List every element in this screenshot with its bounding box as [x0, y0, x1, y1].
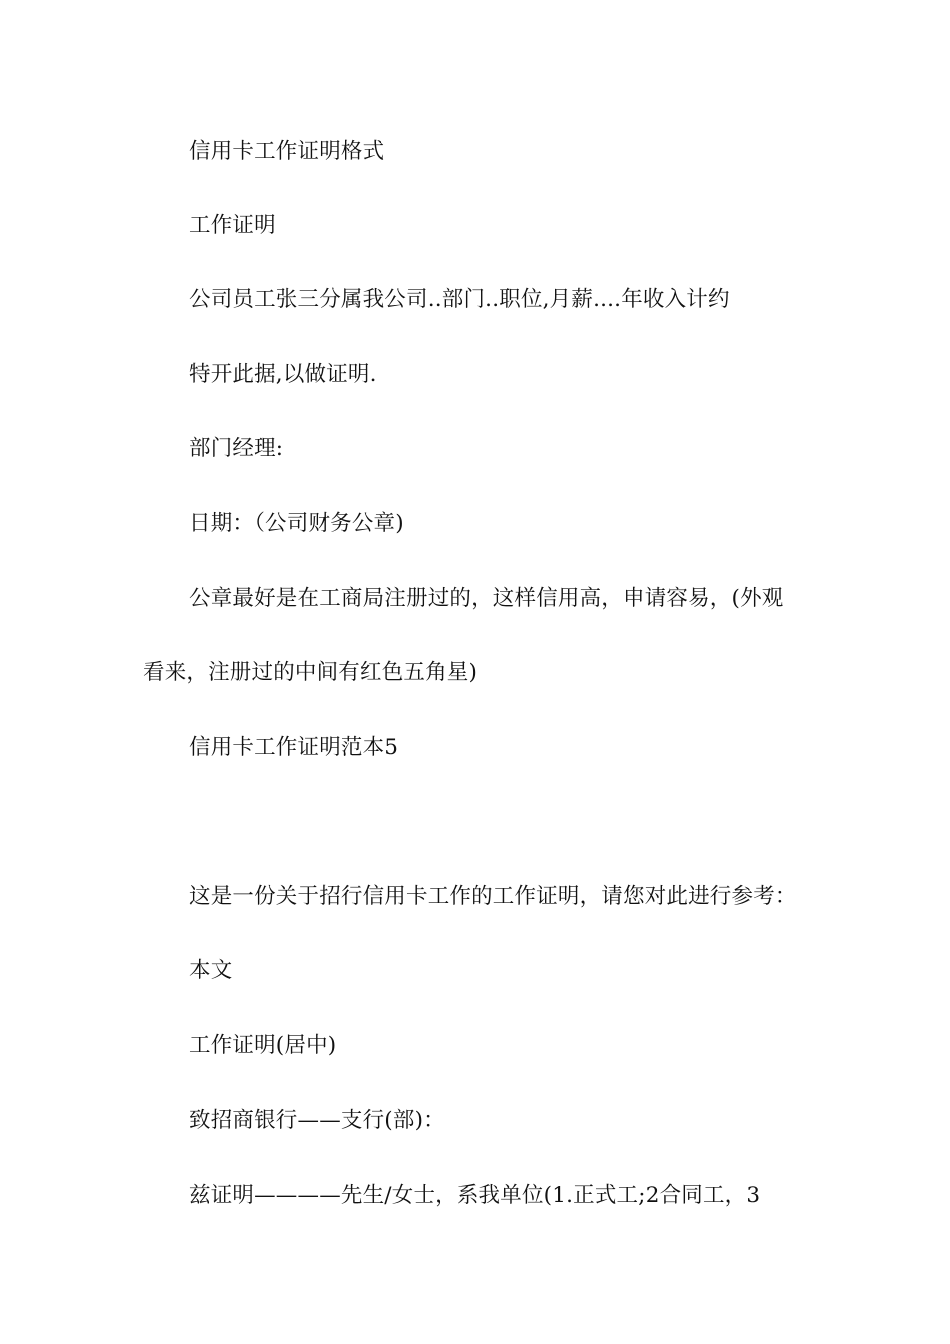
paragraph-line: 致招商银行——支行(部)：: [189, 1108, 445, 1133]
paragraph-line: 本文: [189, 958, 233, 983]
paragraph-line: 部门经理:: [189, 436, 284, 461]
paragraph-line: 公章最好是在工商局注册过的，这样信用高，申请容易，(外观: [189, 586, 784, 611]
paragraph-line: 工作证明(居中): [189, 1033, 337, 1058]
paragraph-line: 看来，注册过的中间有红色五角星): [143, 660, 478, 685]
paragraph-line: 信用卡工作证明范本5: [189, 735, 399, 760]
paragraph-line: 兹证明————先生/女士，系我单位(1.正式工;2合同工，3: [189, 1183, 761, 1208]
paragraph-line: 公司员工张三分属我公司..部门..职位,月薪....年收入计约: [189, 287, 730, 312]
paragraph-line: 工作证明: [189, 213, 276, 238]
paragraph-line: 特开此据,以做证明.: [189, 362, 377, 387]
heading-title: 信用卡工作证明格式: [189, 139, 385, 164]
paragraph-line: 这是一份关于招行信用卡工作的工作证明，请您对此进行参考：: [189, 884, 797, 909]
paragraph-line: 日期：（公司财务公章): [189, 511, 404, 536]
